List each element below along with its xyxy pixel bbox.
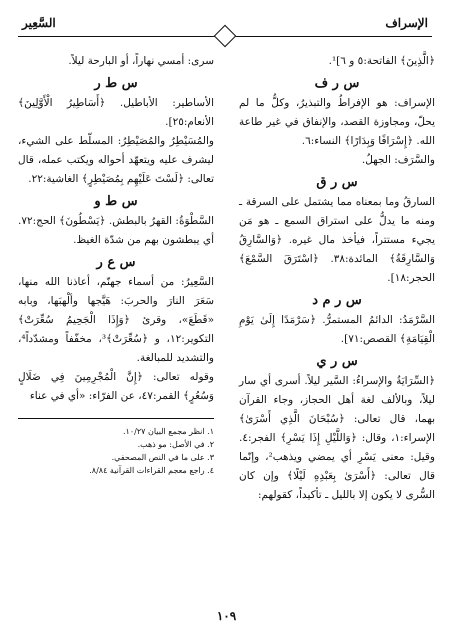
entry-heading: س ط ر	[94, 76, 138, 91]
entry-paragraph: والسَّرَف: الجهلُ.	[361, 154, 435, 166]
entry-heading: س ر ي	[316, 354, 358, 369]
diamond-ornament-icon	[214, 25, 237, 48]
entry-paragraph: وقوله تعالى: ﴿إِنَّ الْمُجْرِمِينَ فِي ضَلَالٍ وَسُعُرٍ﴾ القمر:٤٧، عن الفرّاء: «أي في عناء	[18, 371, 214, 402]
entry-heading: س ط و	[94, 194, 138, 209]
entry-paragraph: سرى: أمسي نهاراً، أو البارحة ليلاً.	[68, 55, 214, 67]
footnotes	[18, 418, 214, 477]
entry-paragraph: ﴿السِّرَايَةُ والإسراءُ: السَّير ليلاً. أسرى أي سار ليلاً، وبالألف لغة أهل الحجاز، وجاء القرآن بهما، قال تعالى: ﴿سُبْحَانَ الَّذِي أَسْرَىٰ﴾ الإسراء:١، وقال: ﴿وَاللَّيْلِ إِذَا يَسْرِ﴾ الفجر:٤. وقيل: معنى يَسْرِ أي يمضي ويذهب²، وإنّما قال تعالى: ﴿أَسْرَىٰ بِعَبْدِهِ لَيْلًا﴾ وإن كان السُّرى لا يكون إلا بالليل ـ تأكيداً، كقولهم:	[239, 375, 436, 501]
entry-heading: س ر ف	[314, 76, 360, 91]
footnote: ١. انظر مجمع البيان ١٠/٢٧.	[122, 427, 214, 436]
page-header	[18, 14, 432, 44]
right-column	[239, 52, 435, 505]
left-column	[18, 52, 214, 477]
entry-paragraph: ﴿الَّذِينَ﴾ الفاتحة:٥ و ٦]¹.	[328, 55, 435, 67]
entry-paragraph: السَّرْمَدُ: الدائمُ المستمرُّ. ﴿سَرْمَدًا إِلَىٰ يَوْمِ الْقِيَامَةِ﴾ القصص:٧١].	[239, 314, 435, 345]
footnote: ٣. على ما في النص المصحفي.	[111, 453, 214, 462]
entry-paragraph: الإسراف: هو الإفراطُ والتبذيرُ، وكلُّ ما لم يحلّ، ومجاوزة القصد، والإنفاق في غير طاعة الله. ﴿إِسْرَافًا وَبِدَارًا﴾ النساء:٦.	[239, 97, 435, 147]
footnote: ٢. في الأصل: مو ذهب.	[137, 440, 214, 449]
entry-heading: س ع ر	[96, 255, 136, 270]
running-title-left: السَّعِير	[22, 16, 56, 30]
entry-heading: س ر ق	[316, 175, 358, 190]
entry-heading: س ر م د	[312, 293, 362, 308]
page-number: ١٠٩	[216, 609, 237, 623]
entry-paragraph: والمُسَيْطِرُ والمُصَيْطِرُ: المسلّط على الشيء، ليشرف عليه ويتعهّد أحواله ويكتب عمله، قال تعالى: ﴿لَسْتَ عَلَيْهِم بِمُصَيْطِرٍ﴾ الغاشية:٢٢.	[18, 135, 214, 185]
entry-paragraph: السَّطْوَةُ: القهرُ بالبطش. ﴿يَسْطُونَ﴾ الحج:٧٢. أي يبطشون بهم من شدّة الغيظ.	[18, 215, 214, 246]
entry-paragraph: الأساطير: الأباطيل. ﴿أَسَاطِيرُ الْأَوَّلِينَ﴾ الأنعام:٢٥].	[18, 97, 214, 128]
footnote: ٤. راجع معجم القراءات القرآنية ٨/٨٤.	[89, 466, 214, 475]
entry-paragraph: السارقُ وما بمعناه مما يشتمل على السرقة ـ ومنه ما يدلُّ على استراق السمع ـ هو مَن يجيء مستتراً، فيأخذ مال غيره. ﴿وَالسَّارِقُ وَالسَّارِقَةُ﴾ المائدة:٣٨. ﴿اسْتَرَقَ السَّمْعَ﴾ الحجر:١٨].	[239, 196, 435, 284]
running-title-right: الإسراف	[385, 16, 428, 30]
entry-paragraph: السَّعِيرُ: من أسماء جهنّم، أعاذنا الله منها، سَعَرَ النارَ والحربَ: هَيَّجها وألْهبَها، وبابه «قَطَعَ»، وقرئ ﴿وَإِذَا الْجَحِيمُ سُعِّرَتْ﴾ التكوير:١٢، و ﴿سُعِّرَتْ﴾³، مخفّفاً ومشدّداً⁴، والتشديد للمبالغة.	[18, 276, 214, 364]
